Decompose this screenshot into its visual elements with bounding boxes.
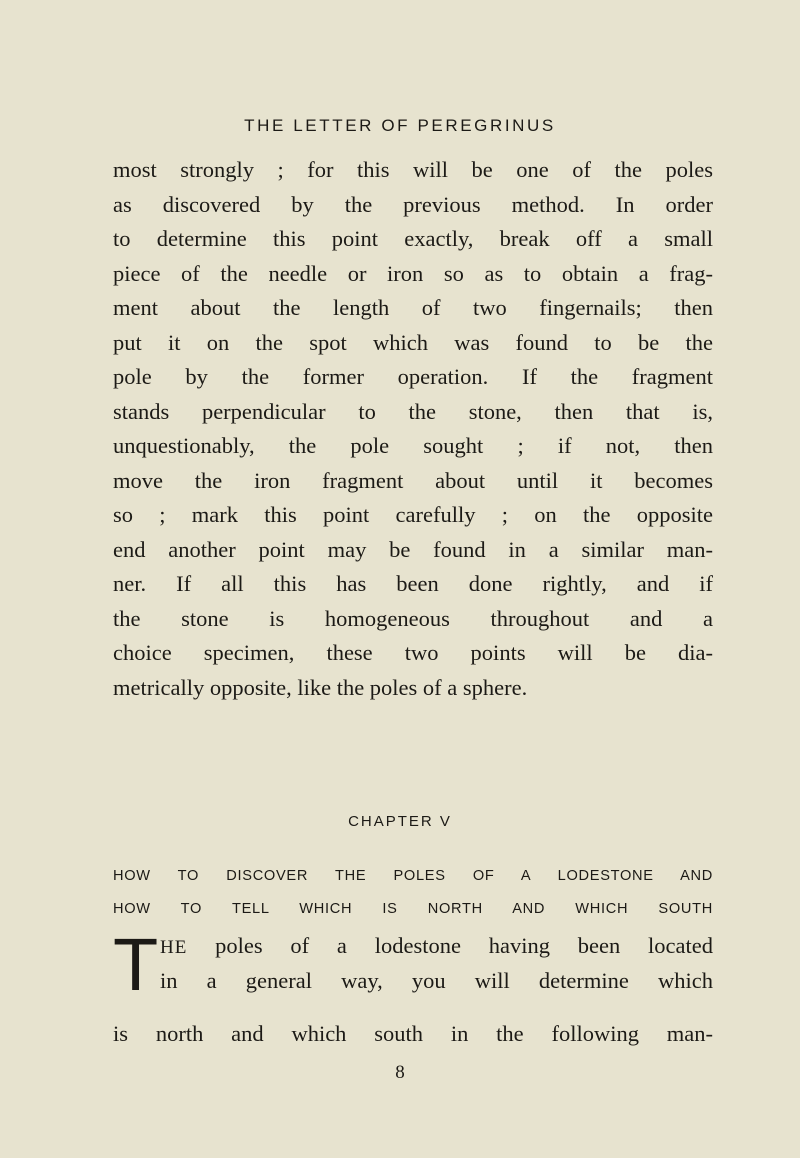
text-line: move the iron fragment about until it becomes — [113, 467, 713, 493]
text-line: the stone is homogeneous throughout and a — [113, 605, 713, 631]
text-line: ment about the length of two fingernails; then — [113, 295, 713, 320]
opening-paragraph-indented — [160, 929, 713, 998]
opening-line-rest: poles of a lodestone having been located — [187, 933, 713, 958]
text-line: piece of the needle or iron so as to obtain a frag- — [113, 260, 713, 286]
text-line: choice specimen, these two points will be dia- — [113, 640, 713, 665]
opening-line: in a general way, you will determine which — [160, 967, 713, 993]
text-line: put it on the spot which was found to be the — [113, 329, 713, 355]
body-paragraph — [113, 153, 713, 705]
text-line: pole by the former operation. If the fragment — [113, 364, 713, 389]
text-line: to determine this point exactly, break off a small — [113, 226, 713, 251]
chapter-title: CHAPTER V — [348, 813, 452, 830]
text-line: metrically opposite, like the poles of a sphere. — [113, 674, 528, 700]
chapter-subtitle-line: HOW TO TELL WHICH IS NORTH AND WHICH SOUTH — [113, 901, 713, 917]
text-line: so ; mark this point carefully ; on the opposite — [113, 502, 713, 527]
page-number: 8 — [395, 1062, 405, 1083]
opening-line: is north and which south in the following man- — [113, 1021, 713, 1046]
running-head: THE LETTER OF PEREGRINUS — [244, 116, 556, 135]
text-line: most strongly ; for this will be one of the poles — [113, 157, 713, 182]
text-line: unquestionably, the pole sought ; if not, then — [113, 433, 713, 458]
text-line: as discovered by the previous method. In order — [113, 191, 713, 217]
text-line: end another point may be found in a similar man- — [113, 536, 713, 562]
opening-paragraph-full — [113, 1017, 713, 1052]
text-line: stands perpendicular to the stone, then that is, — [113, 398, 713, 424]
chapter-subtitle-line: HOW TO DISCOVER THE POLES OF A LODESTONE AND — [113, 868, 713, 884]
text-line: ner. If all this has been done rightly, and if — [113, 571, 713, 596]
chapter-subtitle — [113, 860, 713, 926]
opening-line — [160, 929, 713, 964]
first-word-smallcaps: HE — [160, 937, 188, 958]
drop-cap: T — [113, 923, 159, 1006]
